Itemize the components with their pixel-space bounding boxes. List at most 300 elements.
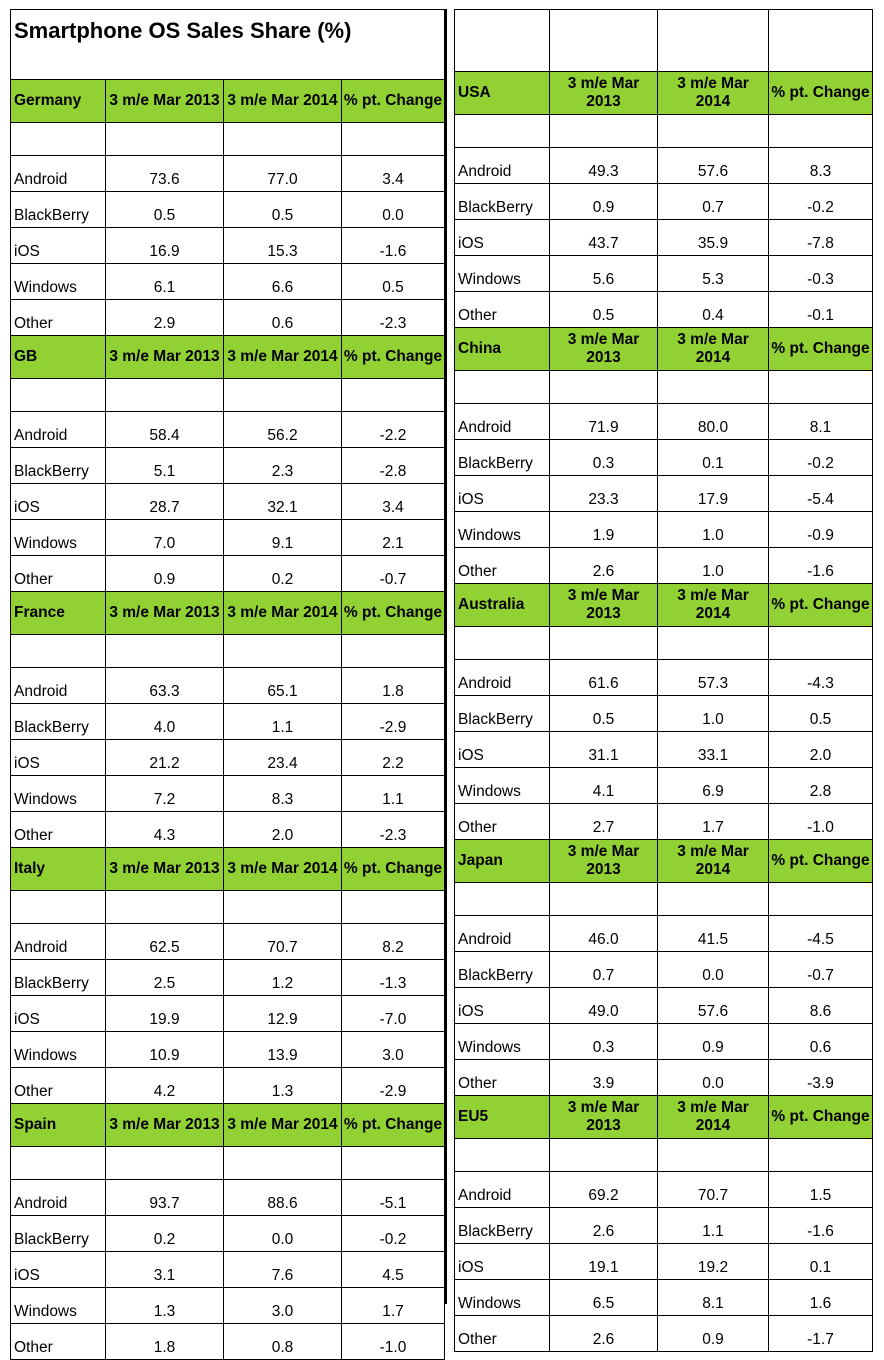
page-title: Smartphone OS Sales Share (%) [11,10,445,80]
os-label: Other [455,1060,550,1096]
value-2013: 2.6 [550,1208,658,1244]
value-change: -5.1 [342,1180,445,1216]
value-2013: 0.5 [550,696,658,732]
blank-cell [455,627,550,660]
blank-cell [658,1139,769,1172]
os-label: BlackBerry [455,952,550,988]
left-table [10,9,445,1360]
blank-row [455,1139,873,1172]
value-2014: 2.0 [224,812,342,848]
value-2013: 2.7 [550,804,658,840]
table-row [455,952,873,988]
value-2014: 1.1 [224,704,342,740]
value-2014: 33.1 [658,732,769,768]
blank-cell [106,379,224,412]
blank-cell [455,1139,550,1172]
table-row [11,484,445,520]
value-2013: 0.9 [550,184,658,220]
value-change: -5.4 [769,476,873,512]
value-2014: 65.1 [224,668,342,704]
title-cell [658,10,769,72]
os-label: Android [455,660,550,696]
os-label: Other [455,804,550,840]
column-header: 3 m/e Mar 2014 [658,584,769,627]
value-2014: 0.0 [658,1060,769,1096]
value-2013: 2.9 [106,300,224,336]
value-2014: 35.9 [658,220,769,256]
blank-row [11,379,445,412]
value-2013: 43.7 [550,220,658,256]
value-2014: 1.3 [224,1068,342,1104]
region-header-row [455,584,873,627]
region-header-row [11,592,445,635]
value-2013: 19.1 [550,1244,658,1280]
value-change: -0.9 [769,512,873,548]
os-label: Android [455,404,550,440]
column-header: 3 m/e Mar 2013 [106,592,224,635]
blank-cell [224,379,342,412]
blank-cell [342,123,445,156]
region-name: Germany [11,80,106,123]
value-change: 8.1 [769,404,873,440]
table-row [11,192,445,228]
os-label: Android [455,148,550,184]
value-2014: 5.3 [658,256,769,292]
table-row [455,1316,873,1352]
value-2013: 69.2 [550,1172,658,1208]
value-2014: 70.7 [658,1172,769,1208]
value-2013: 63.3 [106,668,224,704]
os-label: Other [11,1068,106,1104]
value-2014: 2.3 [224,448,342,484]
table-row [11,300,445,336]
value-2013: 23.3 [550,476,658,512]
value-change: -1.3 [342,960,445,996]
table-row [455,988,873,1024]
column-header: 3 m/e Mar 2013 [550,1096,658,1139]
value-change: -3.9 [769,1060,873,1096]
value-change: -4.5 [769,916,873,952]
table-row [11,156,445,192]
column-header: 3 m/e Mar 2014 [658,328,769,371]
title-row [11,10,445,80]
value-2013: 1.9 [550,512,658,548]
value-change: -1.0 [769,804,873,840]
value-2014: 0.5 [224,192,342,228]
table-row [455,256,873,292]
table-row [455,148,873,184]
value-change: 3.4 [342,156,445,192]
blank-cell [342,891,445,924]
value-2013: 4.1 [550,768,658,804]
value-2014: 1.7 [658,804,769,840]
column-header: 3 m/e Mar 2014 [658,72,769,115]
value-change: 1.1 [342,776,445,812]
blank-cell [11,635,106,668]
os-label: iOS [455,476,550,512]
os-label: Other [11,556,106,592]
os-label: iOS [11,740,106,776]
os-label: Android [11,156,106,192]
column-header: % pt. Change [769,328,873,371]
os-label: Other [11,300,106,336]
table-row [11,1068,445,1104]
column-header: % pt. Change [342,848,445,891]
value-change: 0.0 [342,192,445,228]
column-header: 3 m/e Mar 2014 [658,1096,769,1139]
blank-cell [106,1147,224,1180]
value-change: -1.6 [769,1208,873,1244]
value-2014: 0.1 [658,440,769,476]
blank-cell [769,115,873,148]
blank-cell [224,123,342,156]
blank-cell [342,1147,445,1180]
blank-cell [550,371,658,404]
value-change: -7.0 [342,996,445,1032]
table-row [11,996,445,1032]
table-row [11,704,445,740]
os-label: BlackBerry [11,704,106,740]
value-2014: 0.7 [658,184,769,220]
table-row [455,440,873,476]
title-row [455,10,873,72]
value-2013: 2.5 [106,960,224,996]
value-change: 0.1 [769,1244,873,1280]
column-header: 3 m/e Mar 2014 [224,336,342,379]
value-change: 1.5 [769,1172,873,1208]
os-label: Other [11,812,106,848]
table-row [11,668,445,704]
value-2013: 71.9 [550,404,658,440]
value-2014: 1.1 [658,1208,769,1244]
os-label: Windows [455,1024,550,1060]
os-label: Android [455,916,550,952]
os-label: Windows [11,776,106,812]
value-2013: 5.6 [550,256,658,292]
blank-cell [550,1139,658,1172]
os-label: iOS [455,220,550,256]
blank-cell [658,371,769,404]
blank-row [11,1147,445,1180]
os-label: iOS [455,732,550,768]
value-2013: 0.9 [106,556,224,592]
value-2013: 3.1 [106,1252,224,1288]
region-header-row [455,840,873,883]
value-change: 4.5 [342,1252,445,1288]
table-row [455,1208,873,1244]
blank-cell [455,371,550,404]
os-label: Other [11,1324,106,1360]
table-row [455,1172,873,1208]
column-header: 3 m/e Mar 2014 [224,1104,342,1147]
blank-cell [455,115,550,148]
region-header-row [11,80,445,123]
value-2013: 21.2 [106,740,224,776]
table-row [455,1024,873,1060]
os-label: Windows [455,256,550,292]
value-change: -7.8 [769,220,873,256]
blank-cell [550,115,658,148]
value-2014: 3.0 [224,1288,342,1324]
value-2013: 10.9 [106,1032,224,1068]
value-2013: 3.9 [550,1060,658,1096]
column-header: 3 m/e Mar 2014 [224,848,342,891]
os-label: BlackBerry [11,960,106,996]
region-name: USA [455,72,550,115]
value-2013: 58.4 [106,412,224,448]
value-2014: 7.6 [224,1252,342,1288]
value-2013: 1.8 [106,1324,224,1360]
table-row [455,1280,873,1316]
value-2013: 6.1 [106,264,224,300]
region-name: Spain [11,1104,106,1147]
value-change: 8.6 [769,988,873,1024]
column-header: 3 m/e Mar 2014 [224,592,342,635]
blank-cell [658,627,769,660]
value-change: -0.7 [769,952,873,988]
table-row [11,412,445,448]
blank-cell [342,379,445,412]
value-2013: 0.3 [550,1024,658,1060]
value-change: 0.6 [769,1024,873,1060]
value-change: -2.8 [342,448,445,484]
value-2013: 0.7 [550,952,658,988]
value-change: 1.8 [342,668,445,704]
os-label: Android [11,924,106,960]
region-header-row [455,72,873,115]
table-row [11,264,445,300]
value-2013: 4.2 [106,1068,224,1104]
value-2014: 0.9 [658,1024,769,1060]
value-change: 2.0 [769,732,873,768]
region-name: China [455,328,550,371]
panel-divider [445,9,447,1304]
table-row [11,924,445,960]
region-name: Italy [11,848,106,891]
value-2014: 56.2 [224,412,342,448]
os-label: Windows [11,1288,106,1324]
value-2013: 2.6 [550,548,658,584]
value-2014: 23.4 [224,740,342,776]
column-header: 3 m/e Mar 2013 [106,80,224,123]
os-label: Windows [455,768,550,804]
os-label: Windows [455,512,550,548]
value-2014: 0.6 [224,300,342,336]
os-label: iOS [11,996,106,1032]
value-2013: 7.0 [106,520,224,556]
value-2013: 49.0 [550,988,658,1024]
os-label: Windows [11,264,106,300]
value-2014: 77.0 [224,156,342,192]
table-row [455,732,873,768]
right-table [454,9,873,1352]
os-label: Windows [11,520,106,556]
os-label: iOS [455,988,550,1024]
value-2013: 0.2 [106,1216,224,1252]
value-2014: 19.2 [658,1244,769,1280]
value-2014: 9.1 [224,520,342,556]
column-header: 3 m/e Mar 2014 [224,80,342,123]
table-row [455,404,873,440]
os-label: Other [455,548,550,584]
value-2014: 17.9 [658,476,769,512]
value-2014: 6.9 [658,768,769,804]
blank-row [11,891,445,924]
table-row [455,548,873,584]
blank-cell [658,115,769,148]
value-change: -0.7 [342,556,445,592]
blank-cell [224,635,342,668]
value-change: 8.3 [769,148,873,184]
value-2014: 1.0 [658,548,769,584]
column-header: 3 m/e Mar 2013 [106,848,224,891]
table-row [11,1324,445,1360]
os-label: Other [455,1316,550,1352]
value-2013: 2.6 [550,1316,658,1352]
os-label: BlackBerry [455,1208,550,1244]
region-header-row [11,1104,445,1147]
column-header: 3 m/e Mar 2013 [550,840,658,883]
value-change: -0.3 [769,256,873,292]
os-label: BlackBerry [455,184,550,220]
table-row [455,1060,873,1096]
table-row [11,960,445,996]
value-2013: 49.3 [550,148,658,184]
value-change: -2.3 [342,812,445,848]
blank-cell [658,883,769,916]
blank-cell [455,883,550,916]
table-row [11,520,445,556]
value-2013: 6.5 [550,1280,658,1316]
value-2013: 46.0 [550,916,658,952]
os-label: Android [11,412,106,448]
blank-cell [11,891,106,924]
blank-cell [106,123,224,156]
value-2014: 0.0 [658,952,769,988]
value-2013: 61.6 [550,660,658,696]
column-header: % pt. Change [342,592,445,635]
region-header-row [11,336,445,379]
table-row [455,1244,873,1280]
value-2013: 4.3 [106,812,224,848]
blank-cell [769,627,873,660]
value-2014: 41.5 [658,916,769,952]
value-2013: 62.5 [106,924,224,960]
value-2013: 0.3 [550,440,658,476]
value-2014: 0.0 [224,1216,342,1252]
value-2014: 6.6 [224,264,342,300]
os-label: BlackBerry [455,696,550,732]
value-2014: 0.8 [224,1324,342,1360]
value-change: -0.1 [769,292,873,328]
column-header: % pt. Change [769,584,873,627]
region-name: Australia [455,584,550,627]
title-cell [455,10,550,72]
column-header: 3 m/e Mar 2014 [658,840,769,883]
blank-cell [11,379,106,412]
value-change: 0.5 [342,264,445,300]
value-2014: 0.4 [658,292,769,328]
table-row [11,812,445,848]
value-change: -4.3 [769,660,873,696]
value-change: -1.7 [769,1316,873,1352]
value-2013: 93.7 [106,1180,224,1216]
table-row [11,228,445,264]
blank-row [455,115,873,148]
column-header: 3 m/e Mar 2013 [550,72,658,115]
value-change: -0.2 [342,1216,445,1252]
blank-cell [769,1139,873,1172]
column-header: 3 m/e Mar 2013 [106,1104,224,1147]
value-2013: 1.3 [106,1288,224,1324]
value-2013: 19.9 [106,996,224,1032]
value-2013: 5.1 [106,448,224,484]
os-label: Android [455,1172,550,1208]
table-row [455,220,873,256]
table-row [11,776,445,812]
value-2014: 12.9 [224,996,342,1032]
region-header-row [455,1096,873,1139]
os-label: Android [11,1180,106,1216]
value-2013: 73.6 [106,156,224,192]
value-2014: 80.0 [658,404,769,440]
value-2014: 15.3 [224,228,342,264]
blank-cell [550,627,658,660]
os-label: BlackBerry [11,448,106,484]
value-change: 2.1 [342,520,445,556]
blank-row [11,635,445,668]
value-change: -1.0 [342,1324,445,1360]
value-2014: 88.6 [224,1180,342,1216]
table-row [455,660,873,696]
column-header: % pt. Change [342,80,445,123]
blank-cell [11,1147,106,1180]
value-change: 2.2 [342,740,445,776]
value-change: -0.2 [769,184,873,220]
value-2014: 8.1 [658,1280,769,1316]
region-name: EU5 [455,1096,550,1139]
blank-cell [106,891,224,924]
region-name: GB [11,336,106,379]
value-change: -2.3 [342,300,445,336]
value-2013: 16.9 [106,228,224,264]
column-header: % pt. Change [342,1104,445,1147]
value-2013: 4.0 [106,704,224,740]
os-label: iOS [11,228,106,264]
os-label: iOS [11,484,106,520]
column-header: 3 m/e Mar 2013 [550,584,658,627]
os-label: iOS [11,1252,106,1288]
table-row [11,1032,445,1068]
table-row [455,768,873,804]
value-change: -2.9 [342,704,445,740]
value-2014: 0.9 [658,1316,769,1352]
blank-row [455,627,873,660]
value-change: -2.2 [342,412,445,448]
table-row [11,1180,445,1216]
value-2014: 1.0 [658,696,769,732]
blank-cell [11,123,106,156]
value-2014: 1.0 [658,512,769,548]
blank-cell [769,371,873,404]
table-row [455,292,873,328]
value-change: 3.4 [342,484,445,520]
column-header: 3 m/e Mar 2013 [550,328,658,371]
value-2014: 57.6 [658,148,769,184]
os-label: Windows [11,1032,106,1068]
value-2013: 0.5 [106,192,224,228]
value-change: 2.8 [769,768,873,804]
